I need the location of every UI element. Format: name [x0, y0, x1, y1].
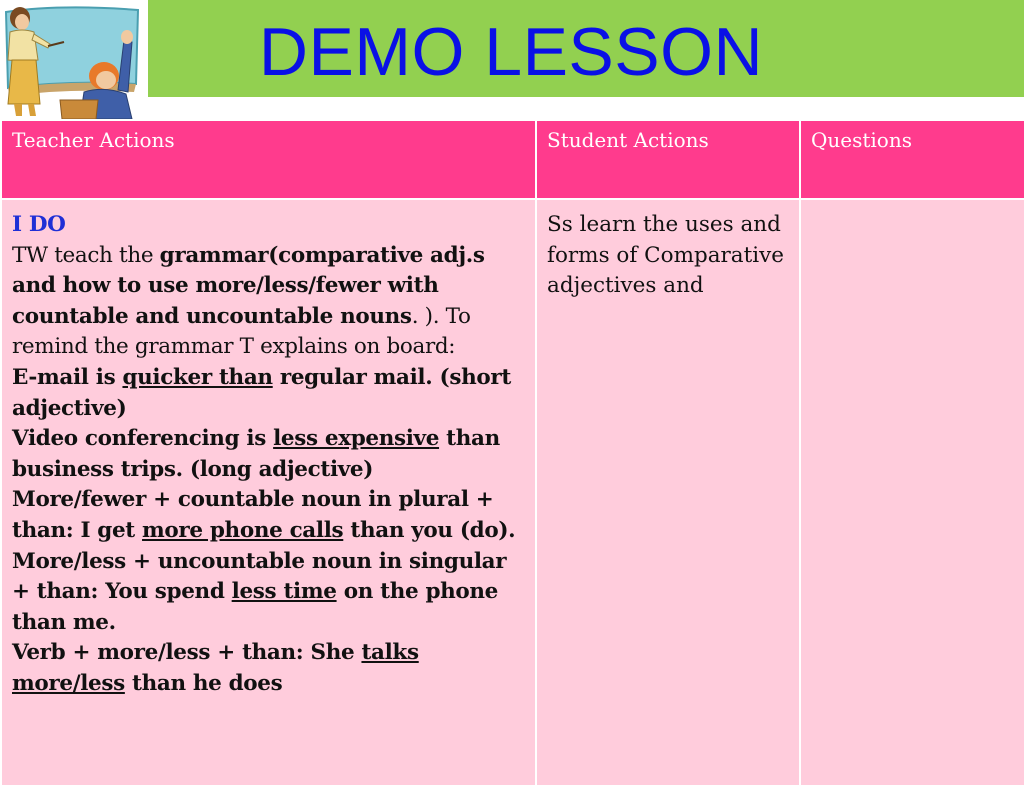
teacher-text-line	[12, 516, 525, 547]
teacher-text-line	[12, 577, 525, 608]
teacher-text-line	[12, 424, 525, 455]
questions-cell	[800, 199, 1024, 786]
table-row	[1, 199, 1024, 786]
text-segment: More/fewer + countable noun in plural +	[12, 487, 494, 513]
text-segment: grammar(comparative adj.s	[159, 242, 485, 268]
text-segment: More/less + uncountable noun in singular	[12, 548, 507, 574]
teacher-text-line	[12, 332, 525, 363]
text-segment: on the phone	[336, 579, 499, 605]
text-segment: business trips. (long adjective)	[12, 456, 374, 482]
text-segment: Verb + more/less + than: She	[12, 640, 362, 666]
student-text-line: adjectives and	[547, 273, 704, 299]
text-segment: E-mail is	[12, 364, 123, 390]
underlined-phrase: less expensive	[273, 426, 440, 452]
teacher-text-line	[12, 608, 525, 639]
student-actions-cell	[536, 199, 800, 786]
teacher-actions-text	[12, 241, 525, 700]
teacher-text-line	[12, 638, 525, 669]
student-actions-text	[547, 210, 789, 302]
text-segment: than	[439, 426, 500, 452]
student-text-line: forms of Comparative	[547, 242, 785, 268]
text-segment: + than: You spend	[12, 579, 232, 605]
text-segment: TW teach the	[12, 242, 160, 268]
i-do-heading: I DO	[12, 212, 66, 237]
underlined-phrase: quicker than	[122, 364, 273, 390]
teacher-text-line	[12, 241, 525, 272]
header-questions: Questions	[800, 120, 1024, 199]
teacher-text-line	[12, 394, 525, 425]
text-segment: regular mail. (short	[272, 364, 511, 390]
header-teacher-actions: Teacher Actions	[1, 120, 536, 199]
teacher-actions-cell	[1, 199, 536, 786]
text-segment: than he does	[124, 670, 283, 696]
teacher-text-line	[12, 485, 525, 516]
teacher-text-line	[12, 547, 525, 578]
lesson-table	[0, 119, 1024, 787]
text-segment: adjective)	[12, 395, 127, 421]
header-student-actions: Student Actions	[536, 120, 800, 199]
teacher-student-clipart	[0, 0, 148, 119]
student-text-line: Ss learn the uses and	[547, 212, 781, 237]
underlined-phrase: talks	[361, 640, 419, 666]
teacher-text-line	[12, 669, 525, 700]
text-segment: remind the grammar T explains on board:	[12, 334, 456, 360]
text-segment: countable and uncountable nouns	[12, 303, 412, 329]
text-segment: than me.	[12, 609, 116, 635]
text-segment: and how to use more/less/fewer with	[12, 273, 439, 299]
text-segment: than: I get	[12, 517, 143, 543]
page-title: DEMO LESSON	[258, 14, 764, 90]
teacher-text-line	[12, 271, 525, 302]
teacher-text-line	[12, 302, 525, 333]
teacher-text-line	[12, 455, 525, 486]
table-header-row	[1, 120, 1024, 199]
underlined-phrase: more phone calls	[142, 517, 344, 543]
text-segment: Video conferencing is	[12, 426, 274, 452]
underlined-phrase: more/less	[12, 670, 125, 696]
text-segment: . ). To	[411, 303, 471, 329]
underlined-phrase: less time	[231, 579, 337, 605]
text-segment: than you (do).	[343, 517, 516, 543]
teacher-text-line	[12, 363, 525, 394]
banner-strip	[0, 97, 1024, 119]
